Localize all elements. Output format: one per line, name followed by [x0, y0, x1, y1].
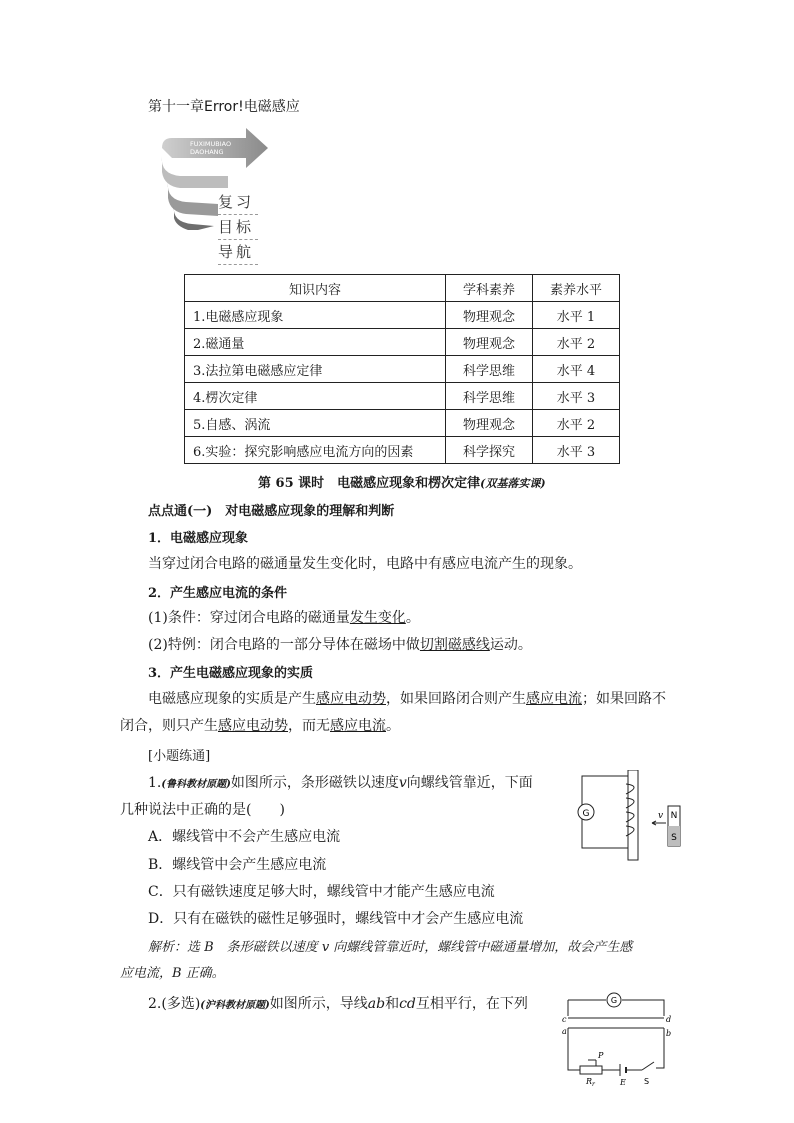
- table-header: 素养水平: [533, 275, 620, 302]
- table-cell: 5.自感、涡流: [185, 410, 446, 437]
- label-d: d: [666, 1015, 672, 1024]
- parallel-wires-circuit-figure: [560, 990, 680, 1086]
- nav-char-3: 导航: [218, 240, 258, 265]
- table-cell: 科学思维: [446, 383, 533, 410]
- lesson-tag: (双基落实课): [480, 477, 546, 490]
- text-span: ；如果回路不: [582, 691, 666, 707]
- text-span: ，而无: [288, 718, 330, 734]
- section-2-line-2: [148, 634, 532, 654]
- table-header: 学科素养: [446, 275, 533, 302]
- underlined-answer: 感应电动势: [316, 691, 386, 707]
- galvanometer-label: G: [610, 996, 618, 1005]
- table-cell: 科学探究: [446, 437, 533, 464]
- table-row: [185, 383, 620, 410]
- table-cell: 科学思维: [446, 356, 533, 383]
- solenoid-magnet-figure: [572, 770, 696, 862]
- label-p: P: [598, 1051, 604, 1060]
- label-r: [585, 1077, 596, 1086]
- label-r-main: R: [586, 1077, 593, 1086]
- text-span: 。: [405, 610, 420, 626]
- galvanometer-label: G: [582, 809, 590, 819]
- question-source: (鲁科教材原题): [161, 779, 231, 790]
- rheostat-slider: [588, 1060, 596, 1066]
- table-cell: 6.实验：探究影响感应电流方向的因素: [185, 437, 446, 464]
- text-span: 向螺线管靠近，下面: [406, 775, 533, 791]
- label-a: a: [562, 1027, 567, 1036]
- q2-stem-line-1: [148, 993, 528, 1013]
- banner-en-line1: FUXIMUBIAO: [190, 140, 232, 148]
- underlined-answer: 感应电流: [330, 718, 386, 734]
- text-span: ，如果回路闭合则产生: [386, 691, 526, 707]
- section-3-line-1: [148, 688, 666, 708]
- section-3-line-2: [120, 715, 400, 735]
- text-span: 。: [386, 718, 400, 734]
- chapter-title: 第十一章Error!电磁感应: [148, 99, 300, 115]
- table-row: [185, 410, 620, 437]
- text-span: 和: [385, 996, 400, 1012]
- table-cell: 水平 3: [533, 437, 620, 464]
- math-var: cd: [399, 996, 416, 1012]
- table-header: 知识内容: [185, 275, 446, 302]
- section-2-heading: 2．产生感应电流的条件: [148, 586, 288, 601]
- underlined-answer: 感应电流: [526, 691, 582, 707]
- table-cell: 1.电磁感应现象: [185, 302, 446, 329]
- table-row: [185, 329, 620, 356]
- rheostat: [580, 1066, 602, 1074]
- text-span: (2)特例：闭合电路的一部分导体在磁场中做: [148, 637, 420, 653]
- practice-heading: [小题练通]: [148, 749, 211, 764]
- label-b: b: [666, 1029, 672, 1038]
- section-1-text: 当穿过闭合电路的磁通量发生变化时，电路中有感应电流产生的现象。: [148, 556, 582, 572]
- q1-option-a: A．螺线管中不会产生感应电流: [148, 829, 341, 845]
- nav-char-2: 目标: [218, 215, 258, 240]
- lower-circuit: [568, 1028, 664, 1070]
- underlined-answer: 感应电动势: [218, 718, 288, 734]
- table-cell: 物理观念: [446, 329, 533, 356]
- q1-stem-line-1: [148, 772, 533, 792]
- switch-lever: [642, 1062, 654, 1070]
- table-cell: 2.磁通量: [185, 329, 446, 356]
- q1-option-b: B．螺线管中会产生感应电流: [148, 857, 327, 873]
- q1-option-c: C．只有磁铁速度足够大时，螺线管中才能产生感应电流: [148, 884, 495, 900]
- label-c: c: [562, 1015, 567, 1024]
- point-heading: 点点通(一) 对电磁感应现象的理解和判断: [148, 504, 395, 519]
- question-number: 2.(多选): [148, 996, 201, 1012]
- section-3-heading: 3．产生电磁感应现象的实质: [148, 666, 314, 681]
- text-span: 如图所示，导线: [269, 996, 368, 1012]
- text-span: 电磁感应现象的实质是产生: [148, 691, 316, 707]
- magnet-s-label: S: [671, 833, 677, 843]
- table-row: [185, 437, 620, 464]
- section-1-heading: 1．电磁感应现象: [148, 531, 249, 546]
- question-number: 1.: [148, 775, 162, 791]
- nav-vertical-label: [218, 190, 258, 265]
- lesson-title-text: 第 65 课时 电磁感应现象和楞次定律: [258, 476, 481, 491]
- table-cell: 4.楞次定律: [185, 383, 446, 410]
- magnet-n-label: N: [670, 811, 678, 821]
- nav-char-1: 复习: [218, 190, 258, 215]
- banner-en-line2: DAOHANG: [190, 148, 224, 156]
- lesson-title: [258, 472, 546, 491]
- q1-option-d: D．只有在磁铁的磁性足够强时，螺线管中才会产生感应电流: [148, 911, 524, 927]
- label-e: E: [620, 1078, 626, 1086]
- section-2-line-1: [148, 607, 420, 627]
- underlined-answer: 发生变化: [349, 610, 406, 626]
- velocity-label: v: [658, 811, 664, 821]
- label-r-sub: r: [592, 1081, 595, 1086]
- q1-analysis-line-1: 解析：选 B 条形磁铁以速度 v 向螺线管靠近时，螺线管中磁通量增加，故会产生感: [148, 940, 633, 955]
- text-span: 闭合，则只产生: [120, 718, 218, 734]
- table-row: [185, 356, 620, 383]
- math-var: ab: [367, 996, 386, 1012]
- label-s: S: [644, 1077, 650, 1086]
- q1-stem-line-2: 几种说法中正确的是( ): [120, 802, 285, 818]
- table-row: [185, 302, 620, 329]
- question-source: (沪科教材原题): [200, 1000, 270, 1011]
- table-cell: 3.法拉第电磁感应定律: [185, 356, 446, 383]
- underlined-answer: 切割磁感线: [419, 637, 490, 653]
- q1-analysis-line-2: 应电流，B 正确。: [120, 966, 225, 981]
- text-span: 如图所示，条形磁铁以速度: [230, 775, 399, 791]
- table-cell: 水平 4: [533, 356, 620, 383]
- table-cell: 物理观念: [446, 410, 533, 437]
- table-cell: 物理观念: [446, 302, 533, 329]
- knowledge-table: [184, 274, 620, 464]
- table-cell: 水平 2: [533, 410, 620, 437]
- table-cell: 水平 1: [533, 302, 620, 329]
- table-header-row: [185, 275, 620, 302]
- table-cell: 水平 3: [533, 383, 620, 410]
- text-span: 互相平行，在下列: [415, 996, 528, 1012]
- text-span: (1)条件：穿过闭合电路的磁通量: [148, 610, 350, 626]
- math-var: v: [398, 775, 407, 791]
- text-span: 运动。: [489, 637, 532, 653]
- solenoid-core: [628, 770, 638, 860]
- table-cell: 水平 2: [533, 329, 620, 356]
